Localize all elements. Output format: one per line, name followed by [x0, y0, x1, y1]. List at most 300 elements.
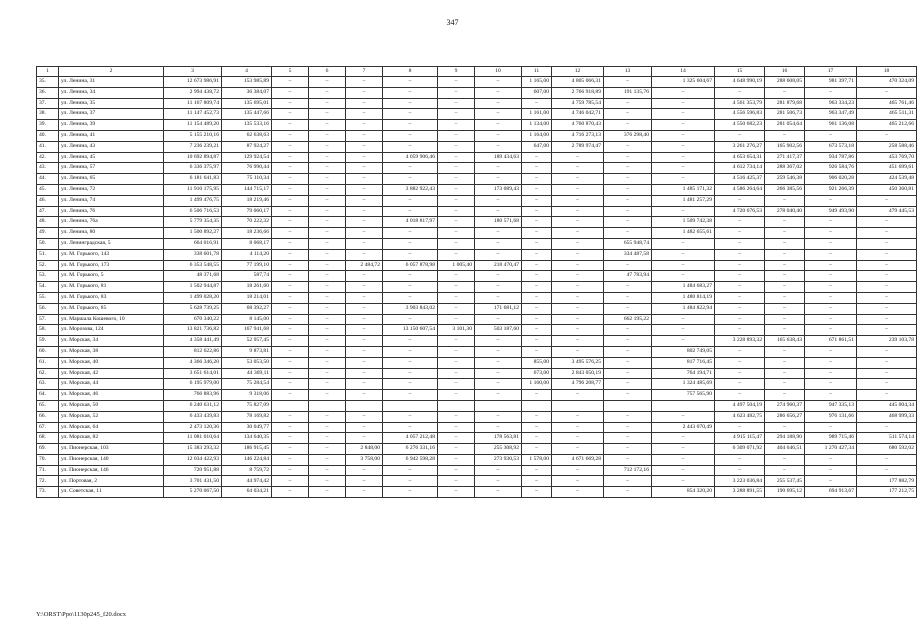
amount-cell: –	[272, 379, 309, 390]
amount-cell: –	[715, 379, 765, 390]
amount-cell: –	[805, 130, 857, 141]
amount-cell: –	[383, 77, 438, 88]
amount-cell: 75 284,54	[222, 379, 272, 390]
amount-cell: –	[715, 303, 765, 314]
amount-cell: –	[383, 379, 438, 390]
amount-cell: 981 397,71	[805, 77, 857, 88]
amount-cell: –	[309, 346, 346, 357]
amount-cell: 989 715,46	[805, 433, 857, 444]
table-row	[37, 379, 917, 390]
amount-cell: 671 861,51	[805, 336, 857, 347]
amount-cell: 3 701 431,50	[164, 476, 222, 487]
amount-cell: –	[475, 238, 522, 249]
amount-cell: –	[309, 238, 346, 249]
address-cell: ул. Ленина, 74	[59, 195, 164, 206]
row-index: 67.	[37, 422, 59, 433]
amount-cell: –	[765, 303, 805, 314]
amount-cell: –	[346, 141, 383, 152]
amount-cell: –	[604, 260, 652, 271]
amount-cell: –	[346, 487, 383, 498]
amount-cell: 6 433 439,83	[164, 411, 222, 422]
amount-cell: –	[346, 357, 383, 368]
address-cell: ул. Ленина, 41	[59, 130, 164, 141]
amount-cell: –	[438, 109, 475, 120]
row-index: 47.	[37, 206, 59, 217]
amount-cell: –	[383, 249, 438, 260]
row-index: 40.	[37, 130, 59, 141]
address-cell: ул. Морская, 46	[59, 390, 164, 401]
amount-cell: 6 942 598,28	[383, 454, 438, 465]
amount-cell: –	[857, 282, 917, 293]
amount-cell: 4 671 669,28	[552, 454, 604, 465]
amount-cell: –	[552, 228, 604, 239]
address-cell: ул. Ленина, 76	[59, 206, 164, 217]
amount-cell: –	[552, 206, 604, 217]
amount-cell: 286 656,27	[765, 411, 805, 422]
amount-cell: –	[857, 238, 917, 249]
amount-cell: 13 821 736,82	[164, 325, 222, 336]
address-cell: ул. Пионерская, 146	[59, 465, 164, 476]
amount-cell: –	[272, 422, 309, 433]
amount-cell: –	[383, 238, 438, 249]
amount-cell: 4 550 682,23	[715, 120, 765, 131]
amount-cell: –	[309, 109, 346, 120]
amount-cell: –	[765, 325, 805, 336]
amount-cell: –	[309, 292, 346, 303]
amount-cell: –	[522, 217, 552, 228]
amount-cell: –	[346, 195, 383, 206]
amount-cell: –	[857, 195, 917, 206]
amount-cell: –	[857, 465, 917, 476]
amount-cell: –	[272, 487, 309, 498]
amount-cell: –	[805, 325, 857, 336]
amount-cell: –	[522, 206, 552, 217]
amount-cell: 906 020,28	[805, 174, 857, 185]
row-index: 44.	[37, 174, 59, 185]
amount-cell: 664 016,91	[164, 238, 222, 249]
amount-cell: –	[715, 314, 765, 325]
amount-cell: –	[857, 292, 917, 303]
amount-cell: –	[438, 292, 475, 303]
column-header: 7	[346, 67, 383, 77]
amount-cell: –	[438, 411, 475, 422]
amount-cell: 5 155 210,16	[164, 130, 222, 141]
amount-cell: 1 005,40	[438, 260, 475, 271]
table-row	[37, 130, 917, 141]
amount-cell: 1 270 427,34	[805, 444, 857, 455]
amount-cell: –	[383, 271, 438, 282]
amount-cell: –	[309, 152, 346, 163]
address-cell: ул. Ленина, 76а	[59, 217, 164, 228]
amount-cell: –	[857, 357, 917, 368]
amount-cell: 4 653 654,31	[715, 152, 765, 163]
table-row	[37, 141, 917, 152]
amount-cell: –	[475, 163, 522, 174]
amount-cell: –	[438, 357, 475, 368]
amount-cell: 4 720 676,53	[715, 206, 765, 217]
amount-cell: 62 638,63	[222, 130, 272, 141]
amount-cell: –	[552, 444, 604, 455]
amount-cell: 817 716,45	[652, 357, 715, 368]
amount-cell	[475, 400, 522, 411]
amount-cell: –	[522, 314, 552, 325]
amount-cell: –	[552, 411, 604, 422]
amount-cell: –	[652, 314, 715, 325]
amount-cell: –	[805, 195, 857, 206]
amount-cell: –	[309, 325, 346, 336]
amount-cell: –	[805, 422, 857, 433]
amount-cell: 854 320,20	[652, 487, 715, 498]
amount-cell: 4 760 870,43	[552, 120, 604, 131]
amount-cell: –	[715, 282, 765, 293]
amount-cell: –	[438, 390, 475, 401]
amount-cell: –	[309, 433, 346, 444]
address-cell: ул. Пионерская, 140	[59, 454, 164, 465]
amount-cell: –	[475, 271, 522, 282]
amount-cell: –	[475, 346, 522, 357]
amount-cell: –	[438, 184, 475, 195]
amount-cell: –	[715, 368, 765, 379]
amount-cell: –	[309, 195, 346, 206]
amount-cell: 191 135,76	[604, 87, 652, 98]
amount-cell: 470 324,09	[857, 77, 917, 88]
amount-cell: –	[522, 292, 552, 303]
amount-cell: –	[272, 228, 309, 239]
amount-cell: –	[652, 476, 715, 487]
amount-cell: –	[604, 325, 652, 336]
amount-cell: –	[857, 325, 917, 336]
amount-cell: 1 578,00	[522, 454, 552, 465]
amount-cell: –	[604, 98, 652, 109]
amount-cell: 720 951,88	[164, 465, 222, 476]
table-row	[37, 400, 917, 411]
amount-cell: 1 499 476,75	[164, 195, 222, 206]
amount-cell: –	[652, 465, 715, 476]
amount-cell: –	[438, 98, 475, 109]
amount-cell: –	[522, 238, 552, 249]
amount-cell: –	[604, 368, 652, 379]
table-row	[37, 271, 917, 282]
amount-cell: 376 298,40	[604, 130, 652, 141]
table-row	[37, 249, 917, 260]
amount-cell: 712 172,16	[604, 465, 652, 476]
amount-cell: –	[552, 325, 604, 336]
amount-cell	[522, 400, 552, 411]
amount-cell: –	[857, 249, 917, 260]
amount-cell: 7 236 239,21	[164, 141, 222, 152]
amount-cell: –	[383, 163, 438, 174]
amount-cell: –	[438, 206, 475, 217]
amount-cell: 5 270 067,50	[164, 487, 222, 498]
amount-cell: –	[272, 87, 309, 98]
amount-cell: –	[765, 422, 805, 433]
amount-cell: 11 910 175,95	[164, 184, 222, 195]
table-row	[37, 411, 917, 422]
amount-cell: –	[346, 184, 383, 195]
amount-cell: 465 761,46	[857, 98, 917, 109]
amount-cell: –	[522, 336, 552, 347]
amount-cell: –	[309, 379, 346, 390]
amount-cell: 4 716 273,13	[552, 130, 604, 141]
amount-cell: –	[346, 228, 383, 239]
table-row	[37, 346, 917, 357]
table-row	[37, 433, 917, 444]
amount-cell: 135 533,16	[222, 120, 272, 131]
row-index: 71.	[37, 465, 59, 476]
address-cell: ул. Ленина, 80	[59, 228, 164, 239]
amount-cell: 680 592,02	[857, 444, 917, 455]
row-index: 61.	[37, 357, 59, 368]
amount-cell: –	[383, 368, 438, 379]
amount-cell: –	[765, 368, 805, 379]
amount-cell	[552, 400, 604, 411]
amount-cell: 11 154 489,20	[164, 120, 222, 131]
amount-cell: –	[438, 120, 475, 131]
amount-cell: 18 219,46	[222, 195, 272, 206]
row-index: 59.	[37, 336, 59, 347]
table-row	[37, 195, 917, 206]
amount-cell: 3 228 893,32	[715, 336, 765, 347]
row-index: 45.	[37, 184, 59, 195]
amount-cell: –	[604, 444, 652, 455]
amount-cell: 4 018 817,97	[383, 217, 438, 228]
address-cell: ул. Морозова, 124	[59, 325, 164, 336]
amount-cell: 271 417,37	[765, 152, 805, 163]
row-index: 54.	[37, 282, 59, 293]
amount-cell: –	[857, 228, 917, 239]
page-number: 347	[446, 18, 459, 27]
amount-cell: 15 383 293,32	[164, 444, 222, 455]
amount-cell: –	[272, 336, 309, 347]
amount-cell: –	[438, 444, 475, 455]
amount-cell: –	[309, 444, 346, 455]
amount-cell: –	[475, 206, 522, 217]
amount-cell: –	[805, 238, 857, 249]
amount-cell: –	[309, 390, 346, 401]
amount-cell: –	[383, 195, 438, 206]
amount-cell: 255 308,92	[475, 444, 522, 455]
amount-cell: –	[857, 130, 917, 141]
amount-cell: –	[475, 422, 522, 433]
amount-cell: 18 214,01	[222, 292, 272, 303]
amount-cell: –	[272, 325, 309, 336]
amount-cell: –	[604, 390, 652, 401]
amount-cell: –	[438, 87, 475, 98]
amount-cell: –	[522, 476, 552, 487]
amount-cell: –	[805, 346, 857, 357]
amount-cell: –	[346, 249, 383, 260]
amount-cell: –	[272, 130, 309, 141]
amount-cell: –	[346, 433, 383, 444]
table-row	[37, 465, 917, 476]
amount-cell: –	[522, 465, 552, 476]
amount-cell: 255 537,45	[765, 476, 805, 487]
column-header: 5	[272, 67, 309, 77]
amount-cell: –	[272, 282, 309, 293]
amount-cell: 177 882,79	[857, 476, 917, 487]
amount-cell: 963 334,23	[805, 98, 857, 109]
amount-cell: 135 695,01	[222, 98, 272, 109]
table-row	[37, 314, 917, 325]
amount-cell: –	[475, 130, 522, 141]
amount-cell: –	[522, 444, 552, 455]
amount-cell: –	[652, 206, 715, 217]
amount-cell: –	[652, 238, 715, 249]
amount-cell: –	[604, 217, 652, 228]
amount-cell: –	[765, 271, 805, 282]
table-row	[37, 444, 917, 455]
row-index: 37.	[37, 98, 59, 109]
row-index: 46.	[37, 195, 59, 206]
amount-cell: –	[552, 336, 604, 347]
amount-cell: –	[805, 260, 857, 271]
amount-cell: 812 622,86	[164, 346, 222, 357]
amount-cell: –	[552, 260, 604, 271]
amount-cell: –	[346, 174, 383, 185]
amount-cell: –	[272, 174, 309, 185]
column-header: 14	[652, 67, 715, 77]
amount-cell: –	[309, 141, 346, 152]
table-row	[37, 228, 917, 239]
table-row	[37, 368, 917, 379]
amount-cell: –	[552, 465, 604, 476]
amount-cell: 11 081 010,64	[164, 433, 222, 444]
address-cell: ул. М. Горького, 173	[59, 260, 164, 271]
amount-cell: –	[522, 390, 552, 401]
amount-cell: –	[383, 282, 438, 293]
amount-cell: –	[346, 271, 383, 282]
amount-cell: 764 194,71	[652, 368, 715, 379]
amount-cell: –	[857, 87, 917, 98]
amount-cell: 281 054,64	[765, 120, 805, 131]
amount-cell: 87 924,27	[222, 141, 272, 152]
amount-cell: 1 164,00	[522, 130, 552, 141]
amount-cell: –	[272, 109, 309, 120]
amount-cell: –	[309, 357, 346, 368]
amount-cell: –	[715, 249, 765, 260]
amount-cell: 757 565,90	[652, 390, 715, 401]
row-index: 60.	[37, 346, 59, 357]
amount-cell: –	[805, 454, 857, 465]
amount-cell: –	[715, 422, 765, 433]
amount-cell: –	[522, 433, 552, 444]
amount-cell: –	[438, 282, 475, 293]
table-row	[37, 454, 917, 465]
amount-cell: 4 915 115,47	[715, 433, 765, 444]
amount-cell: –	[272, 368, 309, 379]
amount-cell: –	[309, 184, 346, 195]
amount-cell: –	[309, 120, 346, 131]
amount-cell: –	[552, 390, 604, 401]
amount-cell: 3 261 276,27	[715, 141, 765, 152]
amount-cell: 186 915,45	[222, 444, 272, 455]
amount-cell: 3 882 922,43	[383, 184, 438, 195]
amount-cell: –	[652, 163, 715, 174]
amount-cell: –	[272, 152, 309, 163]
amount-cell: –	[765, 217, 805, 228]
amount-cell: 6 181 641,83	[164, 174, 222, 185]
amount-cell: –	[346, 77, 383, 88]
amount-cell: 1 324 485,69	[652, 379, 715, 390]
column-header: 9	[438, 67, 475, 77]
table-row	[37, 303, 917, 314]
amount-cell: 273 930,53	[475, 454, 522, 465]
amount-cell: –	[309, 314, 346, 325]
address-cell: ул. Ленинградская, 5	[59, 238, 164, 249]
amount-cell: –	[552, 292, 604, 303]
amount-cell: 511 574,14	[857, 433, 917, 444]
amount-cell: –	[383, 87, 438, 98]
row-index: 69.	[37, 444, 59, 455]
amount-cell: 18 261,60	[222, 282, 272, 293]
address-cell: ул. Ленина, 35	[59, 98, 164, 109]
amount-cell: 64 034,21	[222, 487, 272, 498]
amount-cell: –	[383, 411, 438, 422]
amount-cell: 2 994 438,72	[164, 87, 222, 98]
amount-cell: –	[309, 271, 346, 282]
amount-cell: –	[272, 249, 309, 260]
amount-cell: –	[346, 163, 383, 174]
amount-cell: –	[857, 346, 917, 357]
amount-cell: –	[438, 379, 475, 390]
amount-cell: –	[765, 314, 805, 325]
amount-cell: –	[475, 87, 522, 98]
amount-cell: –	[309, 260, 346, 271]
amount-cell: 4 059 906,46	[383, 152, 438, 163]
column-header: 1	[37, 67, 59, 77]
amount-cell: –	[652, 87, 715, 98]
amount-cell: 2 473 120,36	[164, 422, 222, 433]
amount-cell: –	[438, 465, 475, 476]
amount-cell: 4 366 346,20	[164, 357, 222, 368]
amount-cell: –	[309, 163, 346, 174]
amount-cell: –	[604, 163, 652, 174]
amount-cell: –	[522, 98, 552, 109]
amount-cell: –	[438, 487, 475, 498]
amount-cell: –	[475, 411, 522, 422]
amount-cell: –	[438, 249, 475, 260]
address-cell: ул. Ленина, 43	[59, 141, 164, 152]
amount-cell: –	[652, 325, 715, 336]
amount-cell: –	[715, 87, 765, 98]
amount-cell: –	[475, 141, 522, 152]
amount-cell: –	[805, 357, 857, 368]
amount-cell: 3 101,30	[438, 325, 475, 336]
amount-cell: –	[765, 465, 805, 476]
amount-cell: –	[765, 238, 805, 249]
amount-cell: 75 827,09	[222, 400, 272, 411]
amount-cell: 3 758,00	[346, 454, 383, 465]
amount-cell: –	[604, 433, 652, 444]
amount-cell: –	[715, 260, 765, 271]
amount-cell: 6 353 548,55	[164, 260, 222, 271]
amount-cell: 76 990,44	[222, 163, 272, 174]
amount-cell: –	[475, 120, 522, 131]
amount-cell: –	[715, 357, 765, 368]
column-header: 18	[857, 67, 917, 77]
amount-cell: 278 040,40	[765, 206, 805, 217]
amount-cell: –	[383, 487, 438, 498]
amount-cell: –	[604, 184, 652, 195]
table-row	[37, 336, 917, 347]
table-row	[37, 487, 917, 498]
amount-cell: 12 673 986,91	[164, 77, 222, 88]
row-index: 70.	[37, 454, 59, 465]
amount-cell: –	[715, 130, 765, 141]
amount-cell: 1 509 742,38	[652, 217, 715, 228]
amount-cell: –	[346, 368, 383, 379]
amount-cell: –	[272, 433, 309, 444]
